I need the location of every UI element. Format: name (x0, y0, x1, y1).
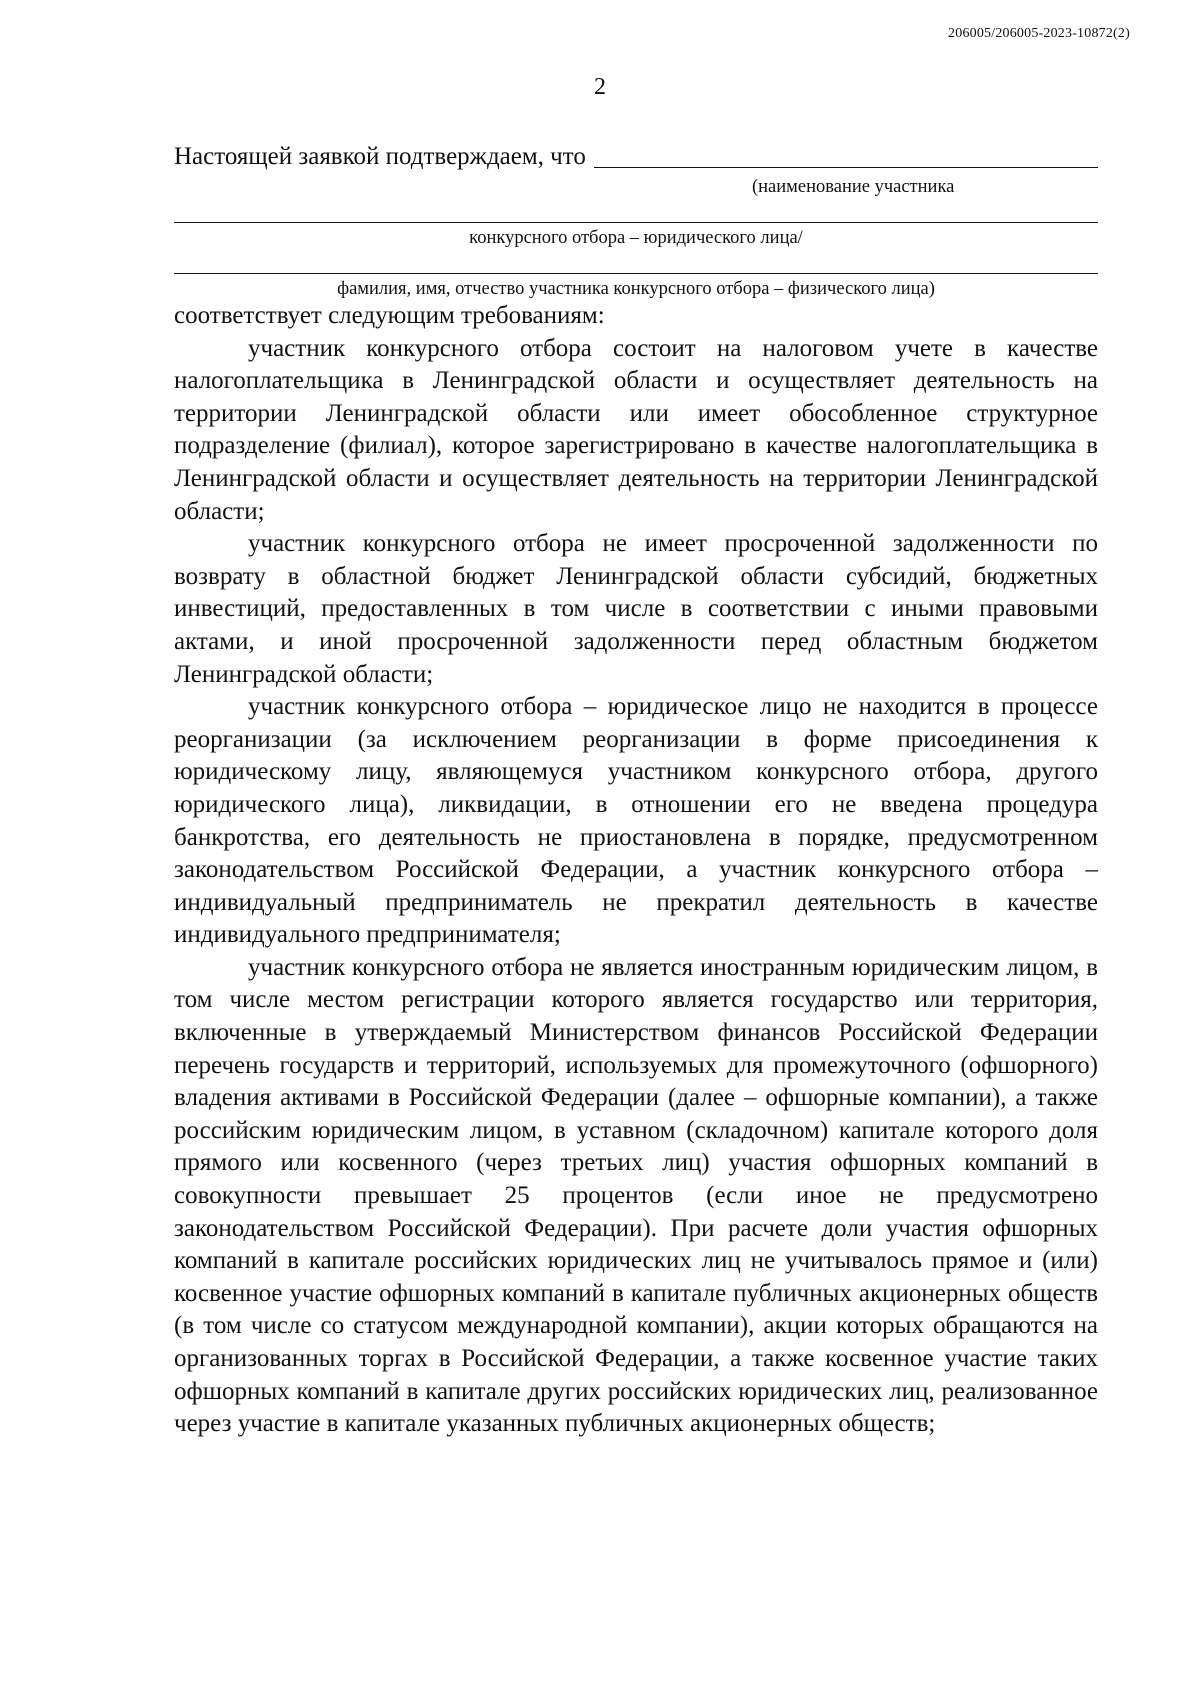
page-number: 2 (594, 74, 606, 100)
participant-name-blank-line-3 (174, 249, 1098, 274)
intro-line (174, 140, 1098, 174)
requirement-paragraph: участник конкурсного отбора не является иностранным юридическим лицом, в том числе местом регистрации которого является государство или территория, включенные в утверждаемый Министерством финансов Российской Федерации перечень государств и территорий, используемых для промежуточного (офшорного) владения активами в Российской Федерации (далее – офшорные компании), а также российским юридическим лицом, в уставном (складочном) капитале которого доля прямого или косвенного (через третьих лиц) участия офшорных компаний в совокупности превышает 25 процентов (если иное не предусмотрено законодательством Российской Федерации). При расчете доли участия офшорных компаний в капитале российских юридических лиц не учитывалось прямое и (или) косвенное участие офшорных компаний в капитале публичных акционерных обществ (в том числе со статусом международной компании), акции которых обращаются на организованных торгах в Российской Федерации, а также косвенное участие таких офшорных компаний в капитале других российских юридических лиц, реализованное через участие в капитале указанных публичных акционерных обществ; (174, 953, 1098, 1438)
caption-individual: фамилия, имя, отчество участника конкурсного отбора – физического лица) (337, 279, 935, 299)
requirements-lead: соответствует следующим требованиям: (174, 302, 605, 329)
intro-text: Настоящей заявкой подтверждаем, что (174, 143, 586, 171)
participant-name-blank-line-2 (174, 198, 1098, 223)
requirement-paragraph: участник конкурсного отбора – юридическое лицо не находится в процессе реорганизации (за исключением реорганизации в форме присоединения к юридическому лицу, являющемуся участником конкурсного отбора, другого юридического лица), ликвидации, в отношении его не введена процедура банкротства, его деятельность не приостановлена в порядке, предусмотренном законодательством Российской Федерации, а участник конкурсного отбора – индивидуальный предприниматель не прекратил деятельность в качестве индивидуального предпринимателя; (174, 693, 1098, 949)
requirement-paragraph: участник конкурсного отбора не имеет просроченной задолженности по возврату в областной бюджет Ленинградской области субсидий, бюджетных инвестиций, предоставленных в том числе в соответствии с иными правовыми актами, и иной просроченной задолженности перед областным бюджетом Ленинградской области; (174, 530, 1098, 688)
caption-participant-name: (наименование участника (752, 177, 955, 197)
participant-name-blank (594, 166, 1098, 168)
requirement-paragraph: участник конкурсного отбора состоит на налоговом учете в качестве налогоплательщика в Ленинградской области и осуществляет деятельность на территории Ленинградской области или имеет обособленное структурное подразделение (филиал), которое зарегистрировано в качестве налогоплательщика в Ленинградской области и осуществляет деятельность на территории Ленинградской области; (174, 334, 1098, 525)
caption-legal-entity: конкурсного отбора – юридического лица/ (469, 228, 803, 248)
document-body (174, 140, 1098, 1441)
document-registration-number: 206005/206005-2023-10872(2) (948, 26, 1130, 41)
